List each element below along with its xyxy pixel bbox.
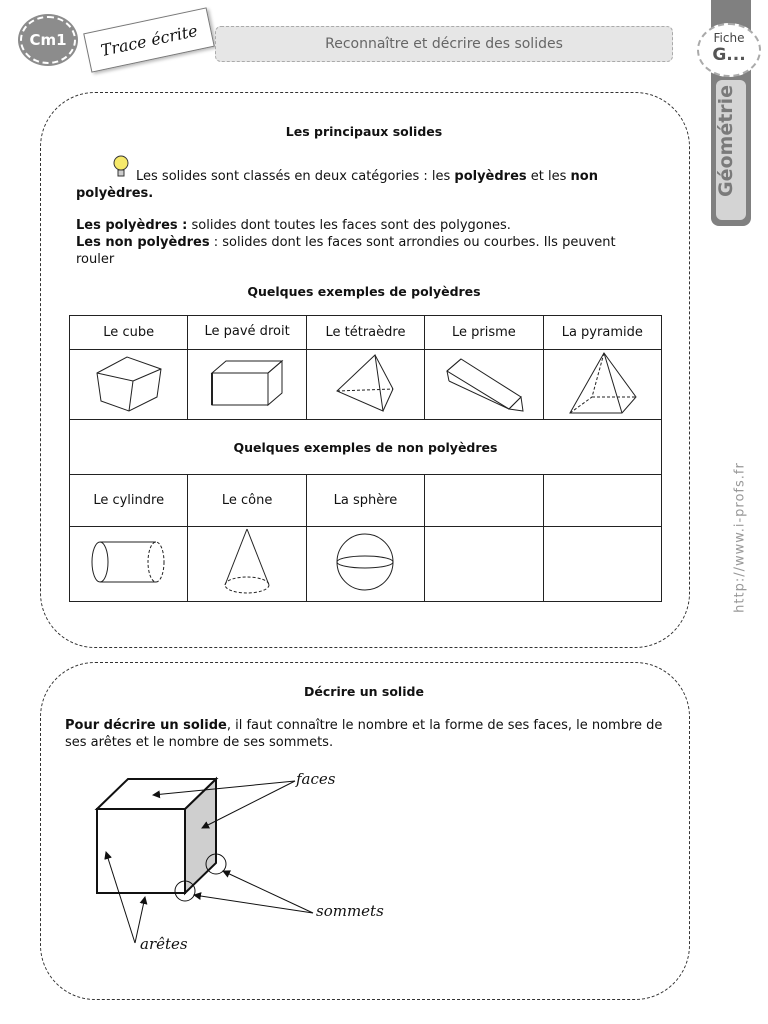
intro-text-c: et les	[526, 169, 571, 184]
label-faces: faces	[296, 770, 336, 788]
def1-term: Les polyèdres :	[76, 218, 188, 233]
section-title-describe: Décrire un solide	[304, 684, 424, 699]
poly-examples-title: Quelques exemples de polyèdres	[247, 284, 481, 299]
solids-table	[69, 315, 662, 602]
poly-name-cube: Le cube	[70, 316, 188, 350]
pave-drawing	[188, 350, 306, 420]
nonpoly-examples-title: Quelques exemples de non polyèdres	[70, 420, 662, 475]
label-aretes: arêtes	[140, 935, 188, 953]
cube-drawing	[70, 350, 188, 420]
labeled-cube-diagram	[80, 765, 400, 965]
definition-polyedres	[76, 217, 636, 234]
describe-bold: Pour décrire un solide	[65, 718, 227, 733]
prisme-drawing	[425, 350, 543, 420]
describe-paragraph	[65, 717, 675, 751]
subject-label: Géométrie	[715, 84, 737, 197]
fiche-label: Fiche	[713, 31, 745, 45]
level-badge: Cm1	[20, 16, 76, 64]
section-title-solids: Les principaux solides	[285, 124, 443, 139]
def2-text: : solides dont les faces sont arrondies ou courbes. Ils peuvent rouler	[76, 235, 616, 267]
cone-drawing	[188, 527, 306, 602]
empty-cell	[425, 475, 543, 527]
intro-text-a: Les solides sont classés en deux catégories : les	[136, 169, 455, 184]
cylindre-drawing	[70, 527, 188, 602]
trace-ecrite-tag: Trace écrite	[83, 7, 215, 72]
tetraedre-drawing	[306, 350, 424, 420]
intro-polyedres: polyèdres	[454, 169, 527, 184]
nonpoly-name-cone: Le cône	[188, 475, 306, 527]
fiche-code: G...	[712, 45, 746, 65]
intro-non-polyedres: non polyèdres.	[76, 169, 598, 201]
fiche-badge	[697, 23, 761, 77]
def1-text: solides dont toutes les faces sont des polygones.	[187, 218, 511, 233]
empty-cell	[543, 475, 661, 527]
poly-name-tetraedre: Le tétraèdre	[306, 316, 424, 350]
site-url: http://www.i-profs.fr	[732, 462, 748, 613]
poly-name-prisme: Le prisme	[425, 316, 543, 350]
describe-text: , il faut connaître le nombre et la forme de ses faces, le nombre de ses arêtes et le nombre de ses sommets.	[65, 718, 663, 750]
nonpoly-name-cylindre: Le cylindre	[70, 475, 188, 527]
label-sommets: sommets	[316, 902, 384, 920]
pyramide-drawing	[543, 350, 661, 420]
def2-term: Les non polyèdres	[76, 235, 210, 250]
empty-cell	[543, 527, 661, 602]
poly-name-pave: Le pavé droit	[188, 316, 306, 350]
definition-non-polyedres	[76, 234, 636, 268]
intro-paragraph	[76, 168, 636, 202]
sphere-drawing	[306, 527, 424, 602]
poly-name-pyramide: La pyramide	[543, 316, 661, 350]
nonpoly-name-sphere: La sphère	[306, 475, 424, 527]
page-title: Reconnaître et décrire des solides	[215, 26, 673, 62]
empty-cell	[425, 527, 543, 602]
